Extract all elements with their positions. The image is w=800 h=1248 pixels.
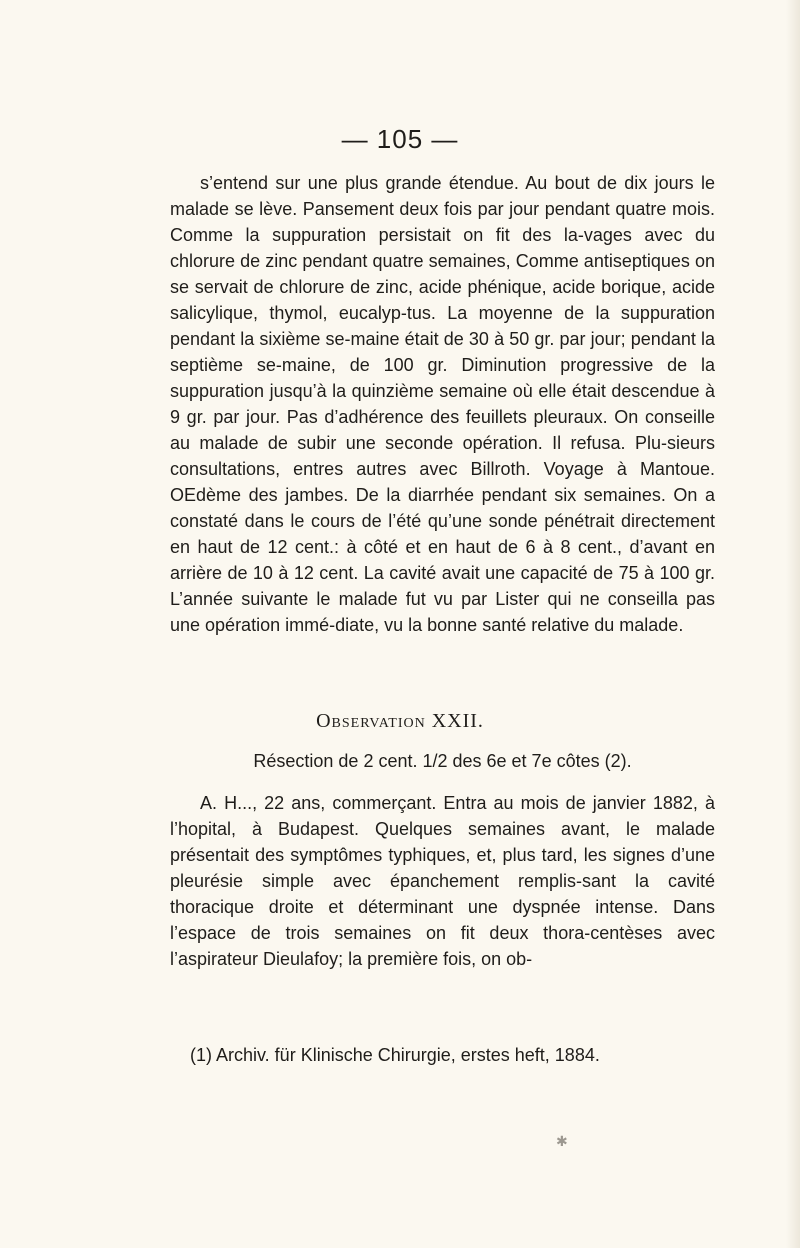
paragraph-text: s’entend sur une plus grande étendue. Au bout de dix jours le malade se lève. Pansement deux fois par jour pendant quatre mois. Comme la suppuration persistait on fit des la-vages avec du chlorure de zinc pendant quatre semaines, Comme antiseptiques on se servait de chlorure de zinc, acide phénique, acide borique, acide salicylique, thymol, eucalyp-tus. La moyenne de la suppuration pendant la sixième se-maine était de 30 à 50 gr. par jour; pendant la septième se-maine, de 100 gr. Diminution progressive de la suppuration jusqu’à la quinzième semaine où elle était descendue à 9 gr. par jour. Pas d’adhérence des feuillets pleuraux. On conseille au malade de subir une seconde opération. Il refusa. Plu-sieurs consultations, entres autres avec Billroth. Voyage à Mantoue. OEdème des jambes. De la diarrhée pendant six semaines. On a constaté dans le cours de l’été qu’une sonde pénétrait directement en haut de 12 cent.: à côté et en haut de 6 à 8 cent., d’avant en arrière de 10 à 12 cent. La cavité avait une capacité de 75 à 100 gr. L’année suivante le malade fut vu par Lister qui ne conseilla pas une opération immé-diate, vu la bonne santé relative du malade.	[170, 173, 715, 635]
body-paragraph-2	[170, 790, 715, 972]
ink-smudge: ✱	[556, 1133, 568, 1149]
paragraph-text: A. H..., 22 ans, commerçant. Entra au mois de janvier 1882, à l’hopital, à Budapest. Quelques semaines avant, le malade présentait des symptômes typhiques, et, plus tard, les signes d’une pleurésie simple avec épanchement remplis-sant la cavité thoracique droite et déterminant une dyspnée intense. Dans l’espace de trois semaines on fit deux thora-centèses avec l’aspirateur Dieulafoy; la première fois, on ob-	[170, 793, 715, 969]
footnote: (1) Archiv. für Klinische Chirurgie, erstes heft, 1884.	[190, 1045, 600, 1065]
observation-heading: Observation XXII.	[316, 710, 484, 732]
observation-subheading: Résection de 2 cent. 1/2 des 6e et 7e côtes (2).	[253, 751, 632, 771]
page-number: — 105 —	[341, 124, 459, 154]
body-paragraph-1	[170, 170, 715, 638]
page-edge-shadow	[786, 0, 800, 1248]
